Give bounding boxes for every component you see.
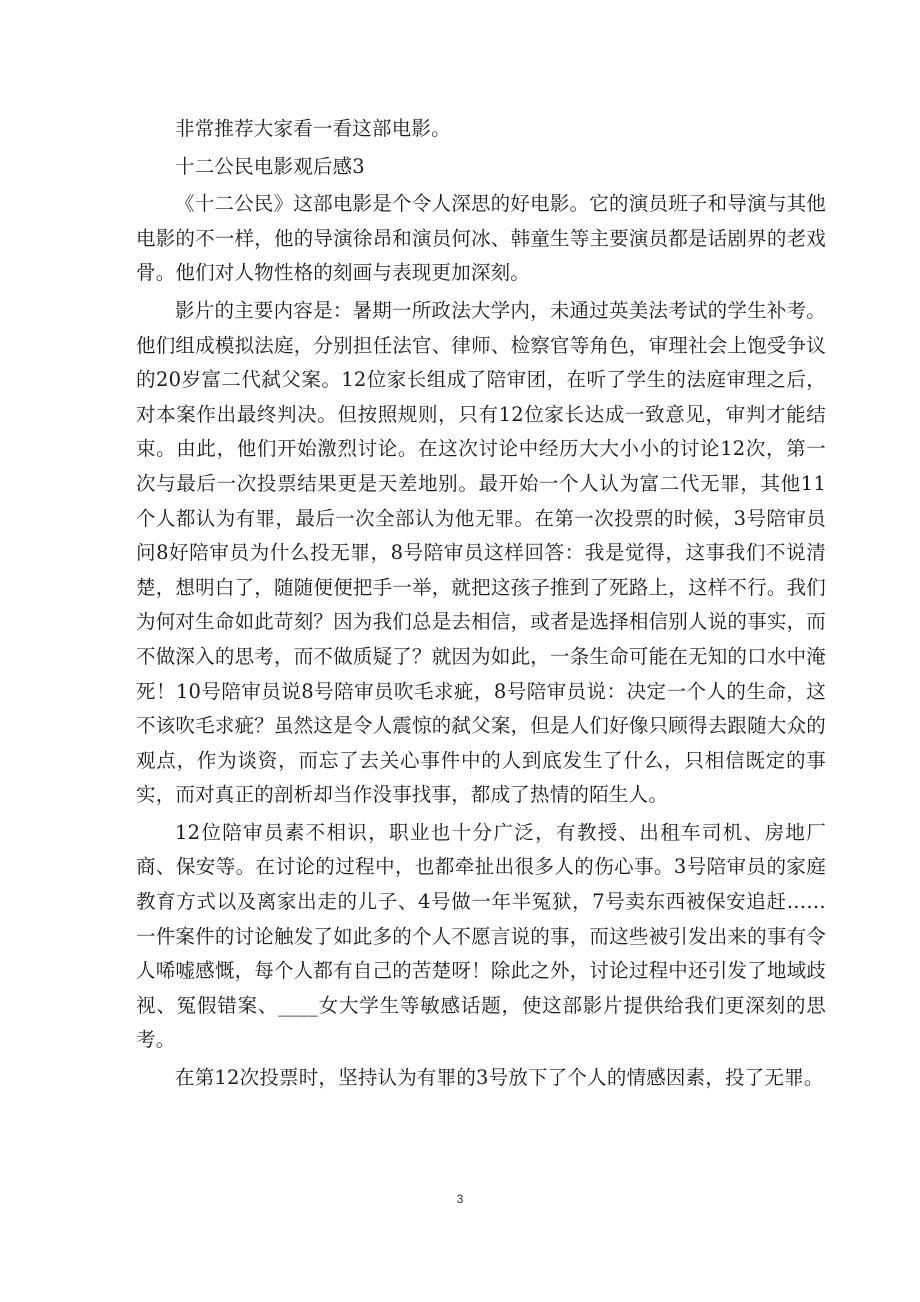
section-heading: 十二公民电影观后感3 <box>175 154 365 178</box>
page-number: 3 <box>456 1192 464 1206</box>
paragraph-intro: 《十二公民》这部电影是个令人深思的好电影。它的演员班子和导演与其他电影的不一样，他的导演徐昂和演员何冰、韩童生等主要演员都是话剧界的老戏骨。他们对人物性格的刻画与表现更加深刻。 <box>136 192 826 285</box>
paragraph-final-vote: 在第12次投票时，坚持认为有罪的3号放下了个人的情感因素，投了无罪。 <box>175 1066 824 1090</box>
document-body <box>136 112 826 1096</box>
paragraph-jurors: 12位陪审员素不相识，职业也十分广泛，有教授、出租车司机、房地厂商、保安等。在讨论的过程中，也都牵扯出很多人的伤心事。3号陪审员的家庭教育方式以及离家出走的儿子、4号做一年半冤狱，7号卖东西被保安追赶……一件案件的讨论触发了如此多的个人不愿言说的事，而这些被引发出来的事有令人唏嘘感慨，每个人都有自己的苦楚呀！除此之外，讨论过程中还引发了地域歧视、冤假错案、____女大学生等敏感话题，使这部影片提供给我们更深刻的思考。 <box>136 820 826 1052</box>
paragraph-plot: 影片的主要内容是：暑期一所政法大学内，未通过英美法考试的学生补考。他们组成模拟法庭，分别担任法官、律师、检察官等角色，审理社会上饱受争议的20岁富二代弑父案。12位家长组成了陪审团，在听了学生的法庭审理之后，对本案作出最终判决。但按照规则，只有12位家长达成一致意见，审判才能结束。由此，他们开始激烈讨论。在这次讨论中经历大大小小的讨论12次，第一次与最后一次投票结果更是天差地别。最开始一个人认为富二代无罪，其他11个人都认为有罪，最后一次全部认为他无罪。在第一次投票的时候，3号陪审员问8好陪审员为什么投无罪，8号陪审员这样回答：我是觉得，这事我们不说清楚，想明白了，随随便便把手一举，就把这孩子推到了死路上，这样不行。我们为何对生命如此苛刻？因为我们总是去相信，或者是选择相信别人说的事实，而不做深入的思考，而不做质疑了？就因为如此，一条生命可能在无知的口水中淹死！10号陪审员说8号陪审员吹毛求疵，8号陪审员说：决定一个人的生命，这不该吹毛求疵？虽然这是令人震惊的弑父案，但是人们好像只顾得去跟随大众的观点，作为谈资，而忘了去关心事件中的人到底发生了什么，只相信既定的事实，而对真正的剖析却当作没事找事，都成了热情的陌生人。 <box>136 298 826 807</box>
paragraph-recommendation: 非常推荐大家看一看这部电影。 <box>175 117 451 140</box>
